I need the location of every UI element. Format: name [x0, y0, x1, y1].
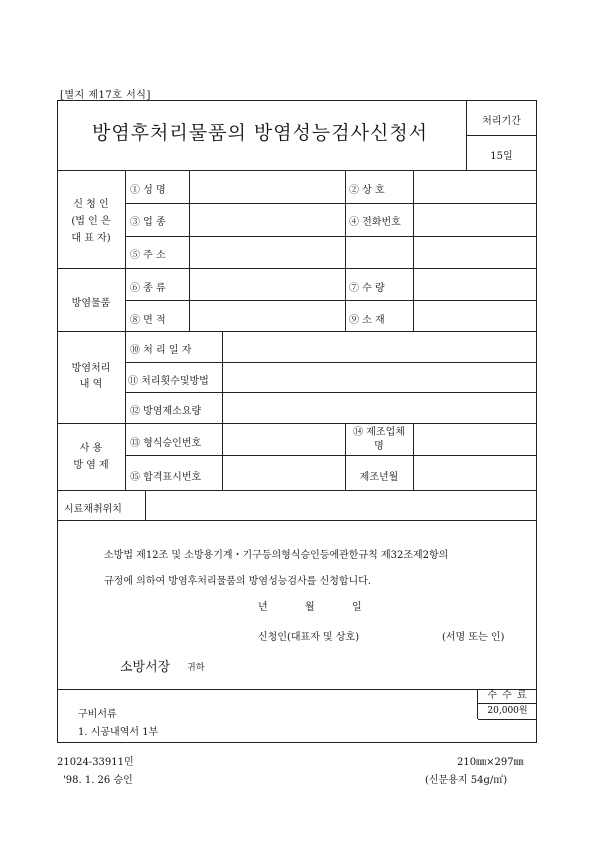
item-section-label: 방염물품: [71, 298, 111, 309]
quantity-label: ⑦ 수 량: [349, 283, 385, 294]
retardant-amount-label: ⑫ 방염제소요량: [130, 406, 202, 417]
required-docs-label: 구비서류: [78, 709, 117, 720]
phone-label: ④ 전화번호: [349, 217, 401, 228]
approval-number-label: ⑬ 형식승인번호: [130, 438, 202, 449]
required-doc-item-1: 1. 시공내역서 1부: [78, 727, 159, 738]
fee-box: [477, 689, 537, 719]
date-day-label: 일: [352, 602, 362, 613]
kind-label: ⑥ 종 류: [130, 283, 166, 294]
occupation-label: ③ 업 종: [130, 217, 166, 228]
applicant-section-label: 신 청 인 (법 인 은 대 표 자): [71, 199, 111, 244]
treatment-section-label: 방염처리 내 역: [71, 363, 111, 390]
address-label: ⑤ 주 소: [130, 250, 166, 261]
date-year-label: 년: [258, 602, 268, 613]
signature-label: (서명 또는 인): [442, 632, 505, 643]
area-label: ⑧ 면 적: [130, 315, 166, 326]
retardant-section-label: 사 용 방 염 제: [73, 443, 109, 471]
processing-period-value: 15일: [490, 151, 513, 162]
processing-period-label: 처리기간: [482, 116, 521, 127]
manufacturer-label: ⑭ 제조업체 명: [353, 427, 405, 452]
form-code: 21024-33911민: [57, 757, 134, 768]
trade-name-label: ② 상 호: [349, 185, 385, 196]
name-label: ① 성 명: [130, 185, 166, 196]
treatment-date-label: ⑩ 처 리 일 자: [130, 345, 192, 356]
statement-line-1: 소방법 제12조 및 소방용기계・기구등의형식승인등에관한규칙 제32조제2항의: [104, 550, 449, 561]
treatment-count-method-label: ⑪ 처리횟수및방법: [128, 376, 209, 387]
material-label: ⑨ 소 재: [349, 315, 385, 326]
certification-number-label: ⑮ 합격표시번호: [130, 472, 202, 483]
form-number-label: [별지 제17호 서식]: [60, 90, 151, 101]
sample-location-label: 시료채취위치: [64, 504, 122, 515]
date-month-label: 월: [305, 602, 315, 613]
form-title: 방염후처리물품의 방염성능검사신청서: [91, 122, 429, 144]
addressee-label: 소방서장: [120, 660, 171, 675]
approval-date: '98. 1. 26 승인: [63, 775, 133, 786]
paper-type: (신문용지 54g/㎡): [425, 775, 508, 786]
statement-line-2: 규정에 의하여 방염후처리물품의 방염성능검사를 신청합니다.: [104, 576, 372, 587]
fee-value: 20,000원: [478, 704, 537, 720]
manufacture-date-label: 제조년월: [359, 472, 399, 483]
fee-label: 수 수 료: [478, 689, 537, 704]
form-frame: [57, 100, 537, 743]
applicant-signer-label: 신청인(대표자 및 상호): [258, 632, 360, 643]
paper-size: 210㎜×297㎜: [457, 757, 524, 768]
honorific-label: 귀하: [187, 663, 205, 673]
